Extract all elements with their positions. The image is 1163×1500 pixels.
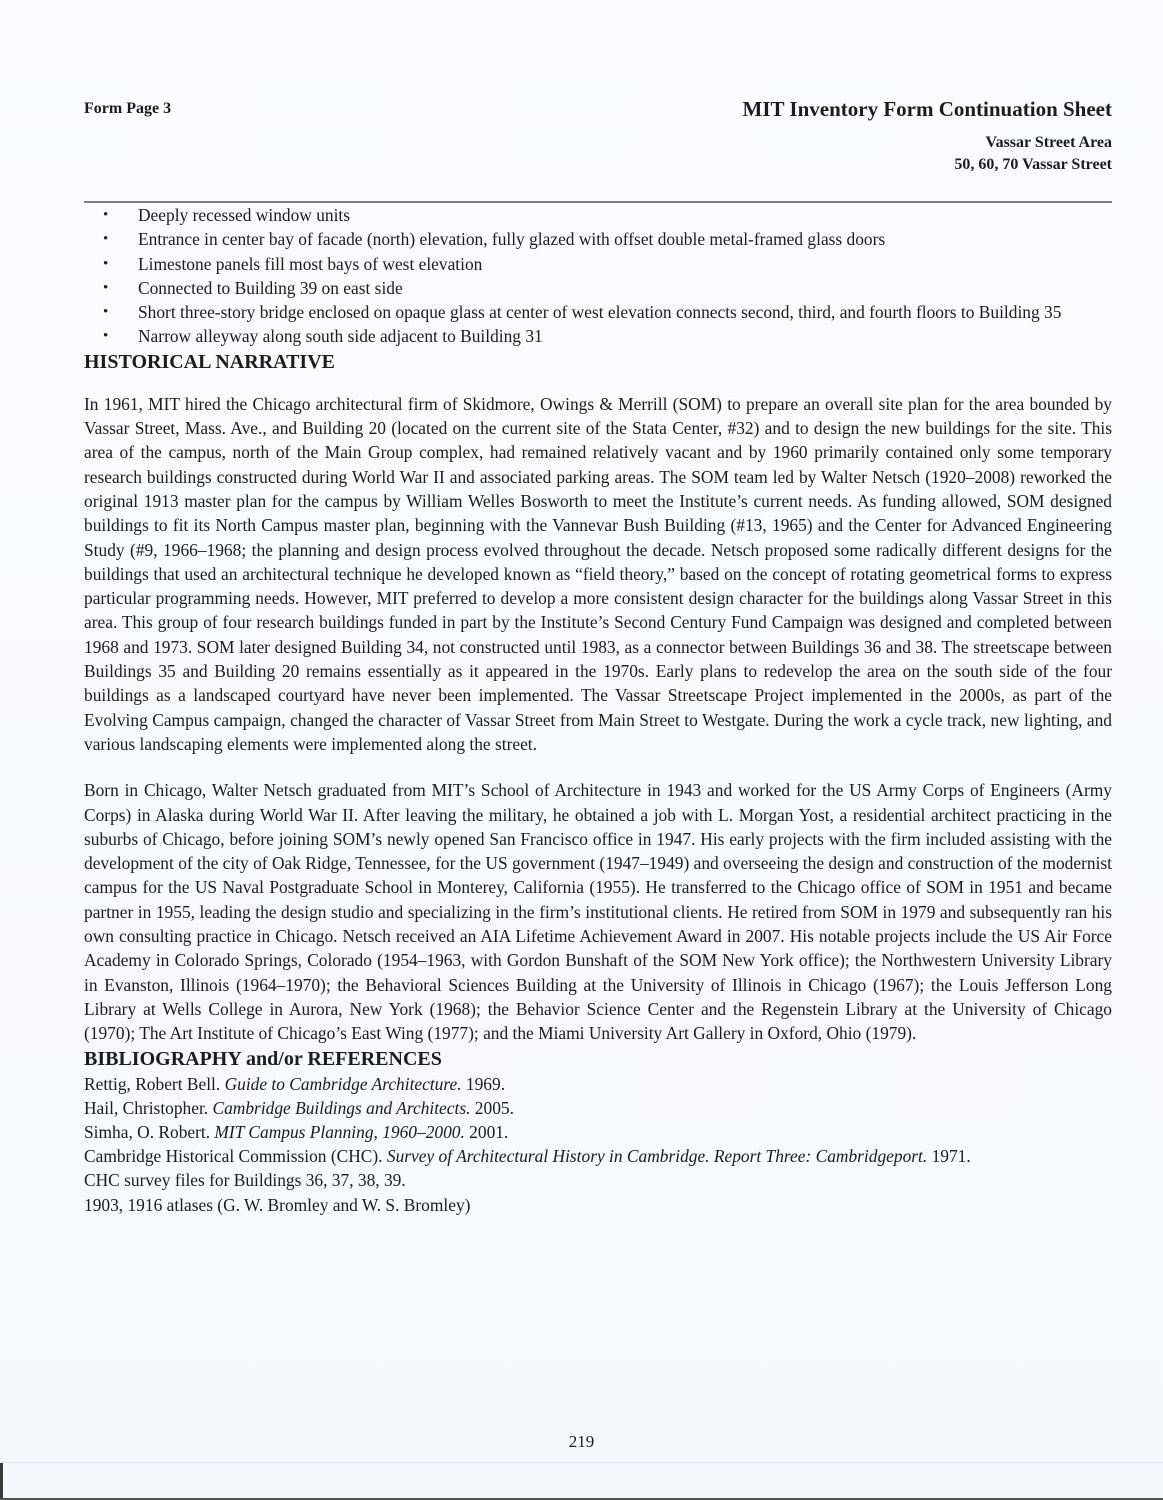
feature-list (84, 203, 1112, 349)
bullet-icon: • (103, 279, 109, 296)
entry-text: CHC survey files for Buildings 36, 37, 38, 39. (84, 1170, 406, 1191)
feature-item (84, 324, 1112, 348)
bibliography-entry (84, 1120, 1112, 1144)
bibliography-entry (84, 1144, 1112, 1168)
entry-title: Guide to Cambridge Architecture. (224, 1073, 462, 1094)
entry-author: Simha, O. Robert. (84, 1121, 215, 1142)
entry-author: Hail, Christopher. (84, 1097, 213, 1118)
entry-year: 2005. (470, 1097, 514, 1118)
page-number: 219 (568, 1432, 595, 1451)
bullet-icon: • (103, 304, 109, 321)
form-page-label: Form Page 3 (84, 100, 172, 117)
bibliography-entry (84, 1096, 1112, 1120)
feature-item (84, 252, 1112, 276)
scan-edge (0, 1463, 3, 1500)
bibliography-heading: BIBLIOGRAPHY and/or REFERENCES (84, 1047, 442, 1070)
feature-text: Deeply recessed window units (138, 205, 351, 225)
feature-item (84, 276, 1112, 300)
bullet-icon: • (103, 207, 109, 223)
entry-author: Cambridge Historical Commission (CHC). (84, 1146, 387, 1167)
bibliography-entry (84, 1072, 1112, 1096)
bullet-icon: • (103, 328, 109, 345)
entry-year: 1971. (927, 1146, 971, 1167)
sheet-title: MIT Inventory Form Continuation Sheet (742, 97, 1112, 121)
footer-divider (0, 1462, 1163, 1463)
entry-title: Cambridge Buildings and Architects. (212, 1097, 471, 1118)
area-name: Vassar Street Area (985, 134, 1112, 151)
historical-narrative-heading: HISTORICAL NARRATIVE (84, 350, 335, 373)
bibliography-list (84, 1072, 1112, 1217)
feature-text: Connected to Building 39 on east side (138, 277, 403, 298)
feature-text: Limestone panels fill most bays of west elevation (138, 253, 483, 274)
narrative-paragraph: Born in Chicago, Walter Netsch graduated from MIT’s School of Architecture in 1943 and worked for the US Army Corps of Engineers (Army Corps) in Alaska during World War II. After leaving the military, he obtained a job with L. Morgan Yost, a residential architect practicing in the suburbs of Chicago, before joining SOM’s newly opened San Francisco office in 1947. His early projects with the firm included assisting with the development of the city of Oak Ridge, Tennessee, for the US government (1947–1949) and overseeing the design and construction of the modernist campus for the US Naval Postgraduate School in Monterey, California (1955). He transferred to the Chicago office of SOM in 1951 and became partner in 1955, leading the design studio and specializing in the firm’s institutional clients. He retired from SOM in 1979 and subsequently ran his own consulting practice in Chicago. Netsch received an AIA Lifetime Achievement Award in 2007. His notable projects include the US Air Force Academy in Colorado Springs, Colorado (1954–1963, with Gordon Bunshaft of the SOM New York office); the Northwestern University Library in Evanston, Illinois (1964–1970); the Behavioral Sciences Building at the University of Illinois in Chicago (1967); the Louis Jefferson Long Library at Wells College in Aurora, New York (1968); the Behavior Science Center and the Regenstein Library at the University of Chicago (1970); The Art Institute of Chicago’s East Wing (1977); and the Miami University Art Gallery in Oxford, Ohio (1979). (84, 780, 1112, 1044)
feature-text: Narrow alleyway along south side adjacent to Building 31 (138, 326, 543, 347)
page-content (84, 203, 1112, 1217)
entry-year: 2001. (464, 1121, 509, 1142)
entry-title: MIT Campus Planning, 1960–2000. (214, 1121, 465, 1142)
page-header (743, 95, 1112, 176)
narrative-paragraph: In 1961, MIT hired the Chicago architectural firm of Skidmore, Owings & Merrill (SOM) to prepare an overall site plan for the area bounded by Vassar Street, Mass. Ave., and Building 20 (located on the current site of the Stata Center, #32) and to design the new buildings for the site. This area of the campus, north of the Main Group complex, had remained relatively vacant and by 1960 primarily contained only some temporary research buildings constructed during World War II and associated parking areas. The SOM team led by Walter Netsch (1920–2008) reworked the original 1913 master plan for the campus by William Welles Bosworth to meet the Institute’s current needs. As funding allowed, SOM designed buildings to fit its North Campus master plan, beginning with the Vannevar Bush Building (#13, 1965) and the Center for Advanced Engineering Study (#9, 1966–1968; the planning and design process evolved throughout the decade. Netsch proposed some radically different designs for the buildings that used an architectural technique he developed known as “field theory,” based on the concept of rotating geometrical forms to express particular programming needs. However, MIT preferred to develop a more consistent design character for the buildings along Vassar Street in this area. This group of four research buildings funded in part by the Institute’s Second Century Fund Campaign was designed and completed between 1968 and 1973. SOM later designed Building 34, not constructed until 1983, as a connector between Buildings 36 and 38. The streetscape between Buildings 35 and Building 20 remains essentially as it appeared in the 1970s. Early plans to redevelop the area on the south side of the four buildings as a landscaped courtyard have never been implemented. The Vassar Streetscape Project implemented in the 2000s, as part of the Evolving Campus campaign, changed the character of Vassar Street from Main Street to Westgate. During the work a cycle track, new lighting, and various landscaping elements were implemented along the street. (84, 393, 1112, 754)
feature-text: Short three-story bridge enclosed on opaque glass at center of west elevation connects second, third, and fourth floors to Building 35 (138, 302, 1062, 323)
entry-author: Rettig, Robert Bell. (84, 1073, 225, 1094)
feature-item (84, 227, 1112, 251)
bullet-icon: • (103, 231, 109, 248)
bibliography-entry (84, 1193, 1112, 1217)
bullet-icon: • (103, 255, 109, 272)
feature-item (84, 300, 1112, 324)
entry-text: 1903, 1916 atlases (G. W. Bromley and W. S. Bromley) (84, 1194, 471, 1215)
feature-text: Entrance in center bay of facade (north) elevation, fully glazed with offset double metal-framed glass doors (138, 229, 886, 250)
feature-item (84, 203, 1112, 227)
entry-title: Survey of Architectural History in Cambridge. Report Three: Cambridgeport. (386, 1146, 928, 1167)
entry-year: 1969. (461, 1073, 506, 1094)
bibliography-entry (84, 1168, 1112, 1192)
address: 50, 60, 70 Vassar Street (954, 156, 1112, 173)
